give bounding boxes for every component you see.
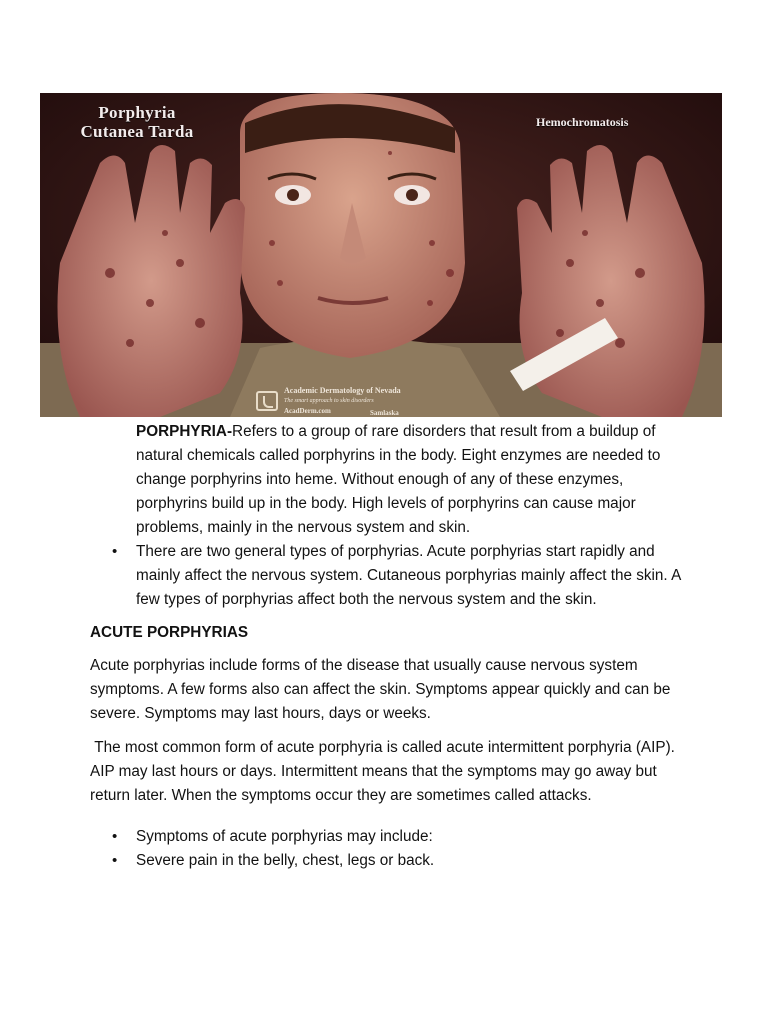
clinical-photo (40, 93, 722, 417)
types-bullet: • There are two general types of porphyrias. Acute porphyrias start rapidly and mainly affect the nervous system. Cutaneous porphyrias mainly affect the skin. A few types of porphyrias affect both the nervous system and the skin. (90, 540, 690, 612)
intro-term: PORPHYRIA- (136, 423, 233, 440)
document-body (90, 420, 690, 873)
symptom-bullet: • Symptoms of acute porphyrias may include: (90, 825, 690, 849)
photo-title (62, 103, 212, 141)
intro-definition: Refers to a group of rare disorders that result from a buildup of natural chemicals called porphyrins in the body. Eight enzymes are needed to change porphyrins into heme. Without enough of any of these enzymes, porphyrins build up in the body. High levels of porphyrins can cause major problems, mainly in the nervous system and skin. (136, 423, 661, 536)
paragraph-2: The most common form of acute porphyria is called acute intermittent porphyria (AIP). AIP may last hours or days. Intermittent means that the symptoms may go away but return later. When the symptoms occur they are sometimes called attacks. (90, 739, 679, 804)
watermark-line1: Academic Dermatology of Nevada (284, 386, 401, 395)
photo-title-line1: Porphyria (98, 103, 176, 122)
watermark-line3: AcadDerm.com (284, 407, 331, 415)
section-heading: ACUTE PORPHYRIAS (90, 624, 249, 641)
photo-right-label: Hemochromatosis (536, 115, 629, 129)
clinical-photo-illustration (40, 93, 722, 417)
paragraph-1: Acute porphyrias include forms of the disease that usually cause nervous system symptoms. A few forms also can affect the skin. Symptoms appear quickly and can be severe. Symptoms may last hours, days or weeks. (90, 657, 671, 722)
photo-title-line2: Cutanea Tarda (80, 122, 194, 141)
symptom-bullet: • Severe pain in the belly, chest, legs or back. (90, 849, 690, 873)
watermark-author: Samlaska (370, 409, 399, 417)
watermark-line2: The smart approach to skin disorders (284, 398, 374, 404)
intro-paragraph (90, 420, 690, 540)
watermark-logo-icon (256, 391, 278, 411)
